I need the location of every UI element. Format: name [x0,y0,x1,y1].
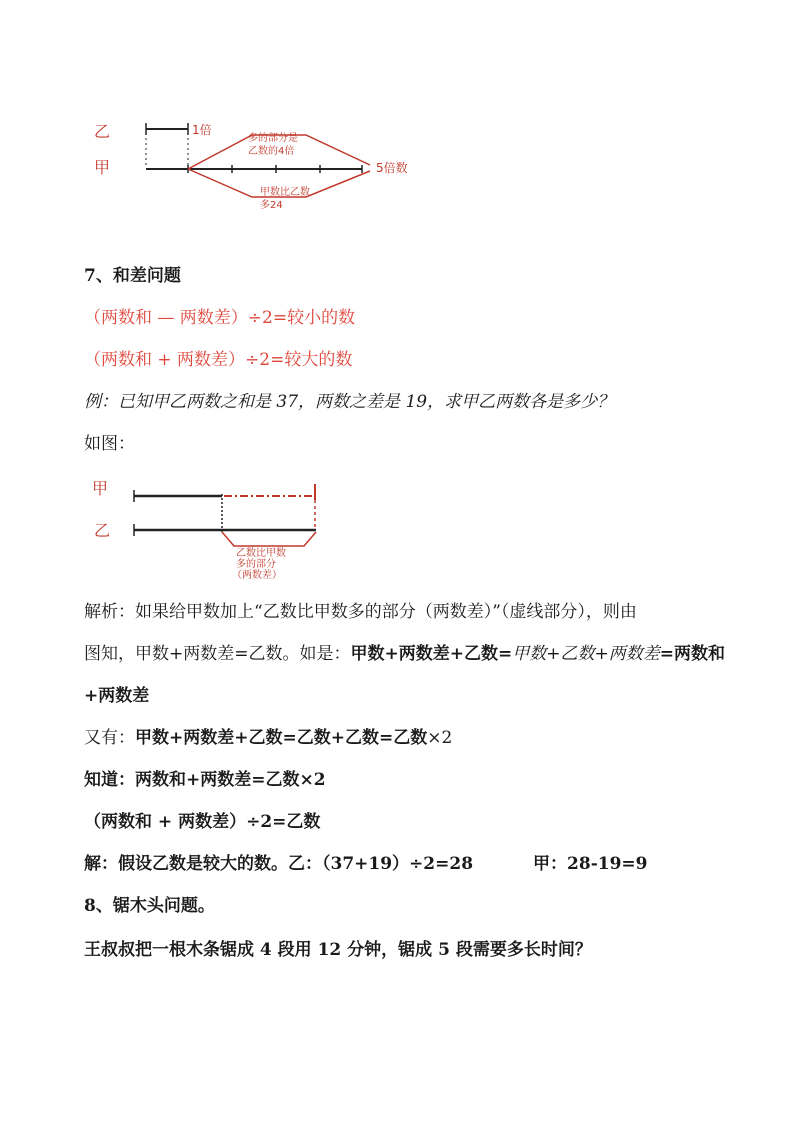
solution-jia: 甲：28-19=9 [533,854,648,874]
diagram1-label-1bei: 1倍 [192,123,212,137]
diagram2-note-3: （两数差） [232,570,282,581]
analysis-text: 图知，甲数+两数差=乙数。如是： [84,644,351,664]
diagram1-note-bot-2: 多24 [260,200,283,211]
formula-smaller: （两数和 — 两数差）÷2=较小的数 [84,308,356,328]
diagram1-label-yi: 乙 [94,122,111,141]
solution-yi: 解：假设乙数是较大的数。乙：（37+19）÷2=28 [84,854,474,874]
as-figure-label: 如图： [84,434,135,454]
diagram2-note-2: 多的部分 [236,559,276,570]
diagram1-label-jia: 甲 [94,158,111,177]
section7-heading: 7、和差问题 [84,266,181,286]
larger-formula: （两数和 + 两数差）÷2=乙数 [84,812,321,832]
diagram2-label-jia: 甲 [92,479,109,498]
analysis-bold-2: =两数和 [659,644,725,664]
formula-larger: （两数和 + 两数差）÷2=较大的数 [84,350,353,370]
analysis-line-3: +两数差 [84,686,150,706]
analysis-line-2 [84,643,725,665]
also-times: ×2 [427,728,453,748]
analysis-bold-1: 甲数+两数差+乙数= [350,644,513,664]
multiple-diagram [80,105,460,225]
know-formula: 知道：两数和+两数差=乙数×2 [84,770,326,790]
also-label: 又有： [84,728,135,748]
diagram1-note-top-2: 乙数的4倍 [248,146,295,157]
analysis-line-4 [84,727,452,749]
diagram1-note-top-1: 多的部分是 [248,133,298,144]
section8-heading: 8、锯木头问题。 [84,896,215,916]
diagram1-5bei: 5倍数 [376,161,408,175]
also-formula: 甲数+两数差+乙数=乙数+乙数=乙数 [135,728,428,748]
diagram1-note-bot-1: 甲数比乙数 [260,187,310,198]
diagram2-label-yi: 乙 [94,521,111,540]
analysis-line-1: 解析：如果给甲数加上“乙数比甲数多的部分（两数差）”（虚线部分），则由 [84,602,637,622]
analysis-italic: 甲数+乙数+两数差 [512,644,660,664]
section8-question: 王叔叔把一根木条锯成 4 段用 12 分钟，锯成 5 段需要多长时间？ [84,940,592,960]
solution-line [84,853,648,875]
sum-difference-diagram [84,470,344,590]
example-text: 例：已知甲乙两数之和是 37，两数之差是 19，求甲乙两数各是多少？ [84,392,615,412]
diagram2-note-1: 乙数比甲数 [236,548,286,559]
difference-brace [222,532,316,546]
